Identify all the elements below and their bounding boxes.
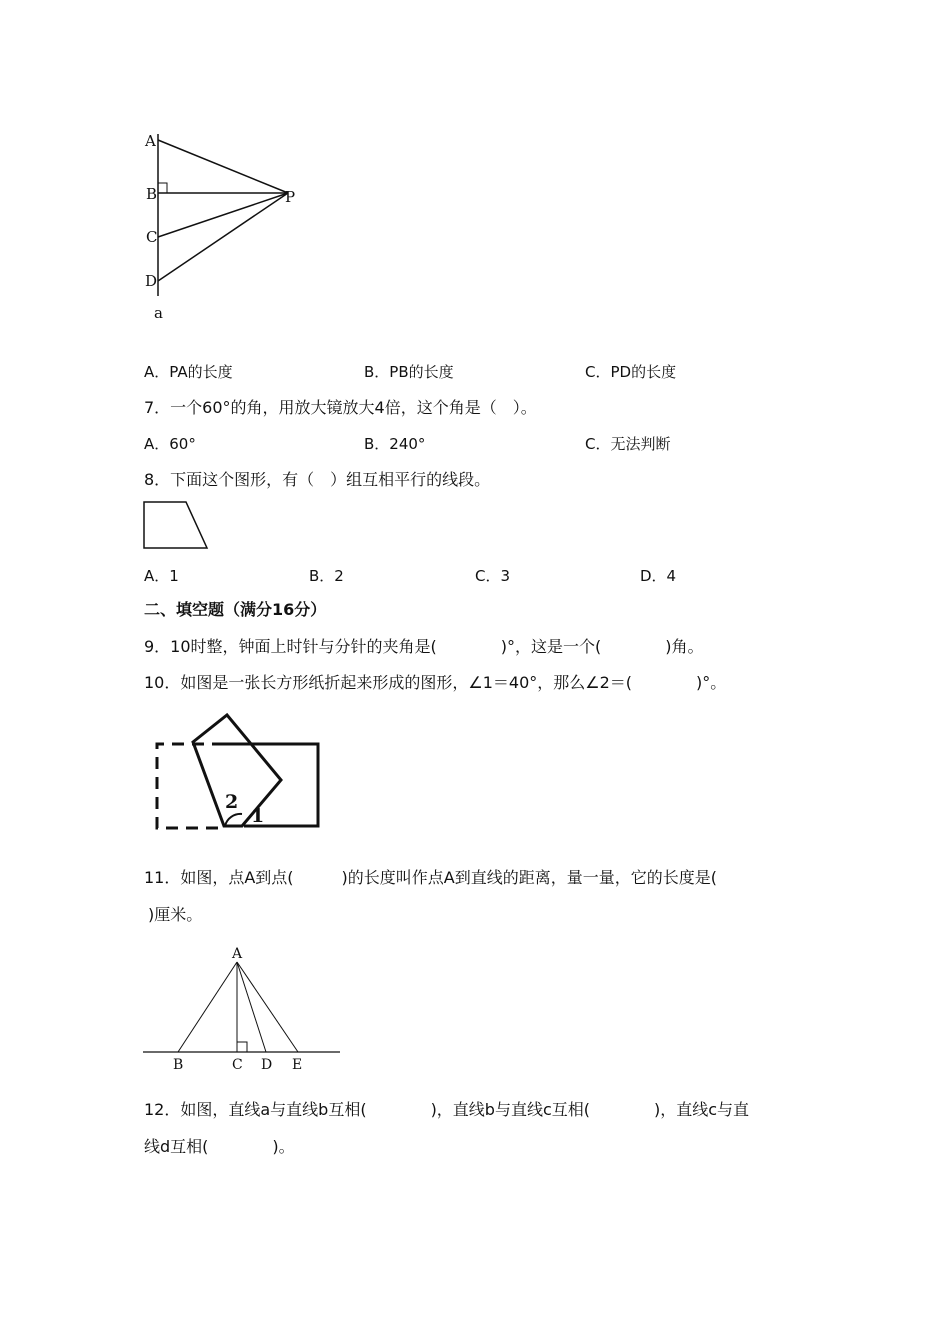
label-c: C: [232, 1057, 243, 1073]
q8-option-b: B．2: [309, 567, 344, 585]
q12-stem-line1: 12．如图，直线a与直线b互相( )，直线b与直线c互相( )，直线c与直: [144, 1100, 750, 1119]
q8-option-c: C．3: [475, 567, 511, 585]
q6-option-b: B．PB的长度: [364, 363, 454, 381]
label-p: P: [285, 188, 296, 206]
q11-stem-line1: 11．如图，点A到点( )的长度叫作点A到直线的距离，量一量，它的长度是(: [144, 868, 717, 887]
label-b: B: [173, 1057, 184, 1073]
q11-stem-line2: )厘米。: [148, 905, 203, 924]
label-d: D: [261, 1057, 273, 1073]
q6-option-c: C．PD的长度: [585, 363, 677, 381]
q9-stem: 9．10时整，钟面上时针与分针的夹角是( )°，这是一个( )角。: [144, 637, 704, 656]
q7-stem: 7．一个60°的角，用放大镜放大4倍，这个角是（ ）。: [144, 398, 537, 417]
angle-label-1: 1: [251, 805, 265, 827]
q12-stem-line2: 线d互相( )。: [144, 1137, 295, 1156]
q8-option-d: D．4: [640, 567, 677, 585]
label-c: C: [146, 228, 158, 246]
section-title: 二、填空题（满分16分）: [144, 600, 327, 619]
segment-ab: [178, 962, 237, 1052]
q7-option-a: A．60°: [144, 435, 196, 453]
q8-stem: 8．下面这个图形，有（ ）组互相平行的线段。: [144, 470, 491, 489]
q10-stem: 10．如图是一张长方形纸折起来形成的图形，∠1＝40°，那么∠2＝( )°。: [144, 673, 727, 692]
right-angle-mark: [237, 1042, 247, 1052]
segment-ae: [237, 962, 298, 1052]
label-d: D: [145, 272, 158, 290]
q7-option-b: B．240°: [364, 435, 426, 453]
q8-option-a: A．1: [144, 567, 179, 585]
segment-ad: [237, 962, 266, 1052]
label-e: E: [292, 1057, 303, 1073]
label-a: A: [232, 946, 243, 962]
q6-option-a: A．PA的长度: [144, 363, 233, 381]
q7-option-c: C．无法判断: [585, 435, 671, 453]
label-b: B: [146, 185, 158, 203]
label-a: A: [145, 132, 156, 150]
label-line-a: a: [154, 304, 163, 322]
angle-label-2: 2: [225, 791, 239, 813]
